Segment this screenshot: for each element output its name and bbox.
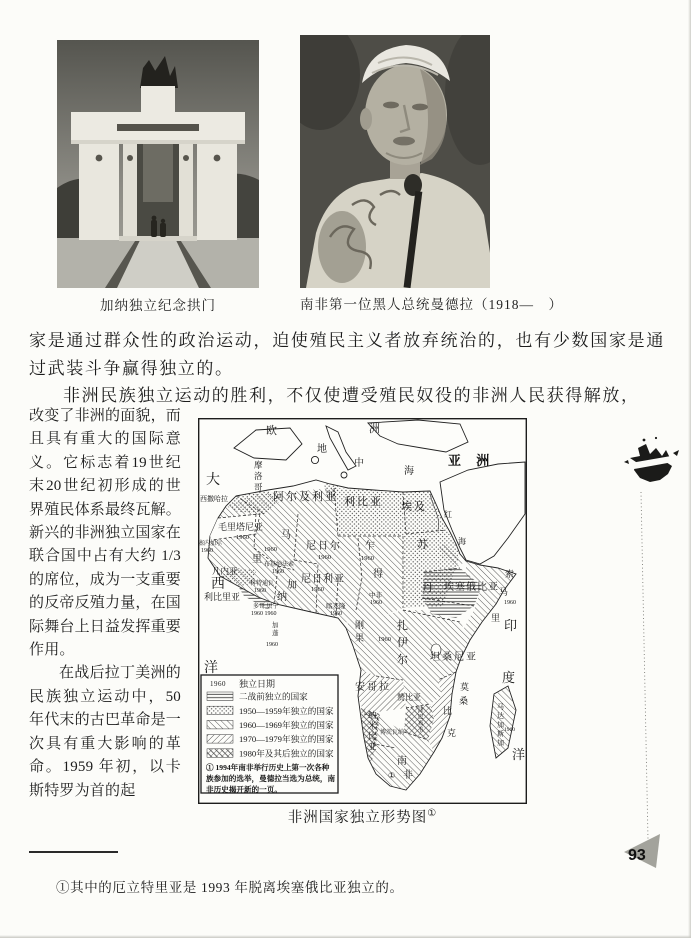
map-caption [198, 806, 527, 827]
map-label: 非 [403, 770, 413, 781]
map-label: 丹 [422, 582, 433, 594]
map-label: 欧 [266, 425, 277, 437]
map-label: 莫 [460, 682, 470, 692]
legend-row-label: 1980年及其后独立的国家 [239, 748, 334, 759]
mandela-image [300, 35, 490, 288]
map-label: 赞比亚 [397, 693, 421, 702]
map-label: 1960 [361, 555, 374, 562]
map-label: 刚果 [355, 620, 365, 643]
map-label: 苏 [417, 539, 428, 551]
legend-swatch-p60 [207, 720, 233, 729]
map-label: 中 [354, 458, 364, 469]
map-label: 几内亚 [212, 566, 238, 576]
margin-decorations [612, 428, 688, 888]
legend-swatch-p80 [207, 749, 233, 758]
map-label: 埃及 [401, 501, 427, 513]
margin-dotted-rule [641, 492, 648, 840]
map-caption-footnote-mark: ① [427, 808, 438, 820]
map-label: 1960 [318, 554, 331, 561]
map-label: 1960 [236, 534, 249, 541]
map-label: 中非 [369, 592, 382, 599]
map-label: 纳米比亚 [368, 710, 377, 752]
map-label: 1960 [254, 588, 266, 594]
legend-swatch-p50 [207, 706, 233, 715]
paragraph-africa-column: 改变了非洲的面貌，而且具有重大的国际意义。它标志着19世纪末20世纪初形成的世界殖民体系最终瓦解。新兴的非洲独立国家在联合国中占有大约 1/3 的席位，成为一支重要的反帝反殖力量，在国际舞台上日益发挥重要作用。 [29, 408, 182, 659]
africa-map-figure [198, 418, 527, 804]
map-label: 加蓬 [272, 622, 279, 637]
map-label: 海 [404, 466, 414, 477]
map-label: 毛里塔尼亚 [218, 522, 264, 532]
footnote-divider [29, 851, 118, 853]
africa-independence-map [198, 418, 527, 804]
map-label: 塞内加尔 [198, 541, 223, 547]
map-label: 乍 [365, 541, 375, 552]
map-label: 里 [252, 554, 262, 565]
map-label: 喀麦隆 [326, 603, 346, 610]
map-label: 尼日尔 [306, 541, 342, 552]
map-label: 红 [444, 510, 452, 519]
legend-row-label: 1960—1969年独立的国家 [239, 720, 334, 730]
paragraph-continuation: 家是通过群众性的政治运动，迫使殖民主义者放弃统治的，也有少数国家是通过武装斗争赢得独立的。 [29, 331, 665, 378]
map-label: 西撒哈拉 [200, 495, 228, 503]
map-label: 印 [504, 618, 518, 633]
map-label: 科特迪瓦 [250, 581, 275, 587]
map-label: 索 [505, 569, 515, 579]
map-label: 扎伊尔 [397, 620, 408, 666]
region-east-central-1960s [346, 610, 470, 680]
legend-date-key: 1960 [210, 680, 226, 688]
map-label: 洲 [369, 423, 380, 435]
legend-row-label: 二战前独立的国家 [239, 691, 308, 702]
map-label: 摩洛哥 [254, 460, 263, 492]
legend-swatch-p70 [207, 735, 233, 744]
map-label: 亚 洲 [448, 453, 496, 468]
map-label: 坦桑尼亚 [430, 652, 478, 663]
paragraph-latin-america: 在战后拉丁美洲的民族独立运动中，50 年代末的古巴革命是一次具有重大影响的革命。1959 年初，以卡斯特罗为首的起 [29, 665, 182, 799]
map-label: 利比里亚 [204, 592, 241, 602]
land-sicily [341, 472, 347, 478]
land-sardinia [311, 456, 318, 463]
map-label: 洋 [204, 661, 218, 676]
map-label: 马 [499, 587, 509, 597]
map-label: 比 [443, 706, 453, 716]
map-label: 海 [458, 537, 466, 546]
map-label: 得 [373, 569, 383, 580]
ship-stamp-ornament [624, 437, 679, 482]
map-label: 1960 [266, 642, 278, 648]
map-label: 西 [211, 577, 225, 592]
map-label: 纳 [277, 592, 287, 603]
map-label: 里 [491, 613, 501, 623]
map-label: 1960 [311, 586, 324, 593]
paragraph-africa-lead: 非洲民族独立运动的胜利，不仅使遭受殖民奴役的非洲人民获得解放， [63, 386, 640, 405]
body-text-top [29, 327, 665, 410]
map-label: 多哥 贝宁 [253, 604, 279, 610]
map-label: 南 [397, 756, 407, 767]
legend-note-line: 非历史揭开新的一页。 [206, 785, 282, 794]
map-label: 1960 1960 [251, 611, 277, 617]
ghana-arch-image [57, 40, 259, 288]
map-label: 度 [502, 670, 516, 685]
map-label: 1960 [264, 546, 277, 553]
photo-ghana-arch [57, 40, 259, 313]
map-label: 博茨瓦纳 [380, 730, 405, 736]
map-label: 尼日利亚 [301, 574, 345, 585]
map-label: 1960 [370, 600, 382, 606]
map-label: 地 [317, 444, 327, 455]
legend-row-label: 1970—1979年独立的国家 [239, 734, 334, 745]
map-label: 马达加斯加 [497, 703, 504, 747]
legend-row-label: 1950—1959年独立的国家 [239, 705, 334, 716]
legend-swatch-prewar [207, 692, 233, 701]
photo-caption-mandela: 南非第一位黑人总统曼德拉（1918— ） [300, 297, 563, 312]
body-text-column [29, 405, 181, 803]
photo-caption-ghana: 加纳独立纪念拱门 [100, 298, 216, 313]
map-label: 津巴布韦 [418, 708, 424, 734]
map-label: 安哥拉 [355, 682, 391, 693]
map-label: ① [388, 771, 396, 780]
map-label: 洋 [512, 747, 526, 762]
map-label: 大 [206, 473, 220, 488]
legend-date-label: 独立日期 [239, 679, 276, 689]
page-number: 93 [628, 847, 646, 864]
legend-note-line: ① 1994年南非举行历史上第一次各种 [206, 763, 330, 772]
footnote-text: ①其中的厄立特里亚是 1993 年脱离埃塞俄比亚独立的。 [56, 879, 404, 895]
map-label: 1960 [378, 636, 391, 643]
map-label: 利比亚 [344, 496, 383, 508]
map-label: 加 [287, 580, 297, 591]
map-label: 1960 [504, 727, 515, 733]
map-label: 布基纳法索 [264, 562, 295, 568]
map-label: 1960 [272, 569, 284, 575]
map-label: 1960 [330, 611, 342, 617]
map-label: 桑 [459, 696, 469, 706]
map-caption-text: 非洲国家独立形势图 [287, 810, 428, 826]
map-label: 克 [447, 728, 457, 738]
map-label: 1960 [504, 600, 516, 606]
photo-mandela [300, 35, 563, 312]
legend-note-line: 族参加的选举，曼德拉当选为总统，南 [206, 774, 336, 783]
map-label: 1960 [201, 548, 213, 554]
map-label: 马 [281, 530, 291, 541]
map-label: 埃塞俄比亚 [444, 582, 499, 593]
map-label: 阿尔及利亚 [273, 491, 338, 503]
